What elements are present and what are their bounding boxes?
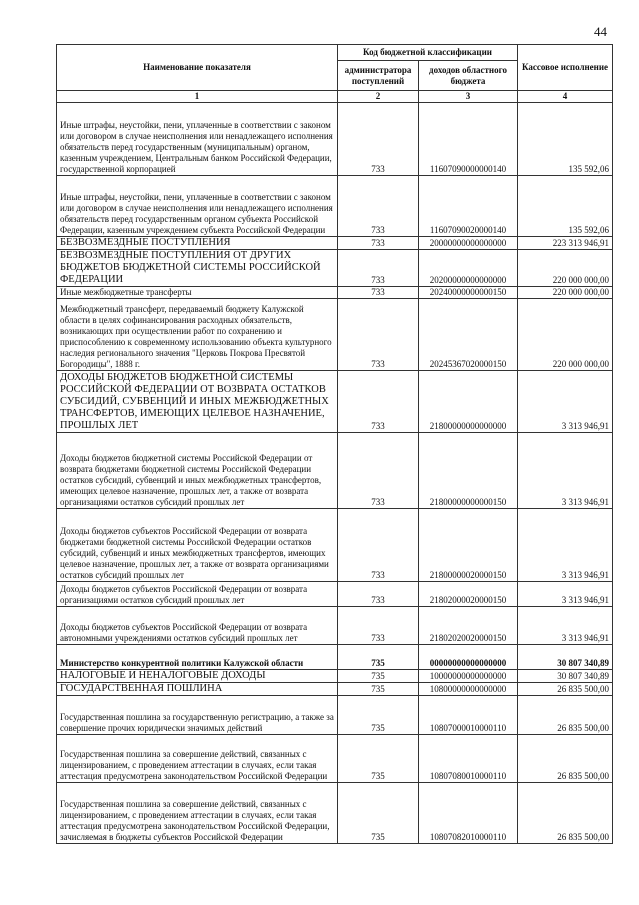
row-code: 21800000000000000	[419, 371, 518, 433]
table-row	[57, 783, 613, 844]
header-income: доходов областного бюджета	[419, 61, 518, 91]
header-name: Наименование показателя	[57, 45, 338, 91]
row-code: 21802000020000150	[419, 582, 518, 607]
col-num-3: 3	[419, 91, 518, 103]
table-row	[57, 287, 613, 299]
row-amount: 26 835 500,00	[518, 783, 613, 844]
row-code: 20000000000000000	[419, 237, 518, 250]
row-name: Государственная пошлина за совершение действий, связанных с лицензированием, с проведением аттестации в случаях, если такая аттестация предусмотрена законодательством Российской Федерации	[57, 735, 338, 783]
row-amount: 26 835 500,00	[518, 735, 613, 783]
row-code: 10800000000000000	[419, 683, 518, 696]
table-row	[57, 509, 613, 582]
table-row	[57, 645, 613, 670]
row-amount: 135 592,06	[518, 103, 613, 176]
row-admin: 735	[338, 696, 419, 735]
row-name: Межбюджетный трансферт, передаваемый бюджету Калужской области в целях софинансирования расходных обязательств, возникающих при осуществлении работ по сохранению и приспособлению к современному использованию объекта культурного наследия регионального значения "Церковь Покрова Пресвятой Богородицы", 1888 г.	[57, 299, 338, 371]
row-name: Доходы бюджетов бюджетной системы Российской Федерации от возврата бюджетами бюджетной системы Российской Федерации остатков субсидий, субвенций и иных межбюджетных трансфертов, имеющих целевое назначение, прошлых лет, а также от возврата организациями остатков субсидий прошлых лет	[57, 433, 338, 509]
row-amount: 220 000 000,00	[518, 299, 613, 371]
row-amount: 3 313 946,91	[518, 582, 613, 607]
table-row	[57, 299, 613, 371]
header-cash: Кассовое исполнение	[518, 45, 613, 91]
table-row	[57, 735, 613, 783]
page-number: 44	[594, 24, 607, 39]
budget-execution-table	[56, 44, 613, 844]
row-admin: 735	[338, 670, 419, 683]
row-code: 00000000000000000	[419, 645, 518, 670]
table-row	[57, 103, 613, 176]
row-code: 20200000000000000	[419, 250, 518, 287]
row-admin: 735	[338, 735, 419, 783]
row-code: 10807080010000110	[419, 735, 518, 783]
table-row	[57, 683, 613, 696]
row-name: Иные штрафы, неустойки, пени, уплаченные в соответствии с законом или договором в случае неисполнения или ненадлежащего исполнения обязательств перед государственным органом субъекта Российской Федерации, казенным учреждением субъекта Российской Федерации	[57, 176, 338, 237]
table-row	[57, 582, 613, 607]
row-code: 21802020020000150	[419, 607, 518, 645]
row-name: Доходы бюджетов субъектов Российской Федерации от возврата организациями остатков субсидий прошлых лет	[57, 582, 338, 607]
row-code: 20240000000000150	[419, 287, 518, 299]
row-amount: 3 313 946,91	[518, 509, 613, 582]
col-num-2: 2	[338, 91, 419, 103]
row-amount: 3 313 946,91	[518, 607, 613, 645]
row-admin: 733	[338, 509, 419, 582]
row-amount: 220 000 000,00	[518, 250, 613, 287]
row-code: 11607090000000140	[419, 103, 518, 176]
col-num-1: 1	[57, 91, 338, 103]
row-admin: 733	[338, 237, 419, 250]
row-code: 10807000010000110	[419, 696, 518, 735]
row-admin: 735	[338, 645, 419, 670]
row-amount: 26 835 500,00	[518, 683, 613, 696]
row-amount: 30 807 340,89	[518, 670, 613, 683]
row-amount: 135 592,06	[518, 176, 613, 237]
table-row	[57, 371, 613, 433]
table-row	[57, 607, 613, 645]
row-admin: 733	[338, 176, 419, 237]
row-amount: 220 000 000,00	[518, 287, 613, 299]
row-code: 20245367020000150	[419, 299, 518, 371]
row-amount: 26 835 500,00	[518, 696, 613, 735]
row-admin: 733	[338, 103, 419, 176]
row-admin: 733	[338, 582, 419, 607]
row-name: Иные межбюджетные трансферты	[57, 287, 338, 299]
row-name: БЕЗВОЗМЕЗДНЫЕ ПОСТУПЛЕНИЯ ОТ ДРУГИХ БЮДЖЕТОВ БЮДЖЕТНОЙ СИСТЕМЫ РОССИЙСКОЙ ФЕДЕРАЦИИ	[57, 250, 338, 287]
row-name: Доходы бюджетов субъектов Российской Федерации от возврата бюджетами бюджетной системы Российской Федерации остатков субсидий, субвенций и иных межбюджетных трансфертов, имеющих целевое назначение, прошлых лет, а также от возврата организациями остатков субсидий прошлых лет	[57, 509, 338, 582]
row-admin: 735	[338, 683, 419, 696]
row-name: Государственная пошлина за совершение действий, связанных с лицензированием, с проведением аттестации в случаях, если такая аттестация предусмотрена законодательством Российской Федерации, зачисляемая в бюджеты субъектов Российской Федерации	[57, 783, 338, 844]
row-code: 21800000000000150	[419, 433, 518, 509]
row-admin: 733	[338, 250, 419, 287]
table-row	[57, 696, 613, 735]
table-row	[57, 670, 613, 683]
row-admin: 735	[338, 783, 419, 844]
row-amount: 3 313 946,91	[518, 433, 613, 509]
row-name: Государственная пошлина за государственную регистрацию, а также за совершение прочих юридически значимых действий	[57, 696, 338, 735]
row-amount: 3 313 946,91	[518, 371, 613, 433]
row-code: 21800000020000150	[419, 509, 518, 582]
table-row	[57, 176, 613, 237]
row-admin: 733	[338, 371, 419, 433]
row-code: 10807082010000110	[419, 783, 518, 844]
row-admin: 733	[338, 287, 419, 299]
row-amount: 223 313 946,91	[518, 237, 613, 250]
header-code-group: Код бюджетной классификации	[338, 45, 518, 61]
row-name: ГОСУДАРСТВЕННАЯ ПОШЛИНА	[57, 683, 338, 696]
row-admin: 733	[338, 607, 419, 645]
row-admin: 733	[338, 433, 419, 509]
row-code: 10000000000000000	[419, 670, 518, 683]
row-name: БЕЗВОЗМЕЗДНЫЕ ПОСТУПЛЕНИЯ	[57, 237, 338, 250]
table-row	[57, 433, 613, 509]
row-name: Министерство конкурентной политики Калужской области	[57, 645, 338, 670]
row-name: Доходы бюджетов субъектов Российской Федерации от возврата автономными учреждениями остатков субсидий прошлых лет	[57, 607, 338, 645]
row-name: ДОХОДЫ БЮДЖЕТОВ БЮДЖЕТНОЙ СИСТЕМЫ РОССИЙСКОЙ ФЕДЕРАЦИИ ОТ ВОЗВРАТА ОСТАТКОВ СУБСИДИЙ, СУБВЕНЦИЙ И ИНЫХ МЕЖБЮДЖЕТНЫХ ТРАНСФЕРТОВ, ИМЕЮЩИХ ЦЕЛЕВОЕ НАЗНАЧЕНИЕ, ПРОШЛЫХ ЛЕТ	[57, 371, 338, 433]
row-name: НАЛОГОВЫЕ И НЕНАЛОГОВЫЕ ДОХОДЫ	[57, 670, 338, 683]
row-code: 11607090020000140	[419, 176, 518, 237]
row-name: Иные штрафы, неустойки, пени, уплаченные в соответствии с законом или договором в случае неисполнения или ненадлежащего исполнения обязательств перед государственным (муниципальным) органом, казенным учреждением, Центральным банком Российской Федерации, государственной корпорацией	[57, 103, 338, 176]
row-admin: 733	[338, 299, 419, 371]
row-amount: 30 807 340,89	[518, 645, 613, 670]
table-row	[57, 237, 613, 250]
header-admin: администратора поступлений	[338, 61, 419, 91]
col-num-4: 4	[518, 91, 613, 103]
table-row	[57, 250, 613, 287]
